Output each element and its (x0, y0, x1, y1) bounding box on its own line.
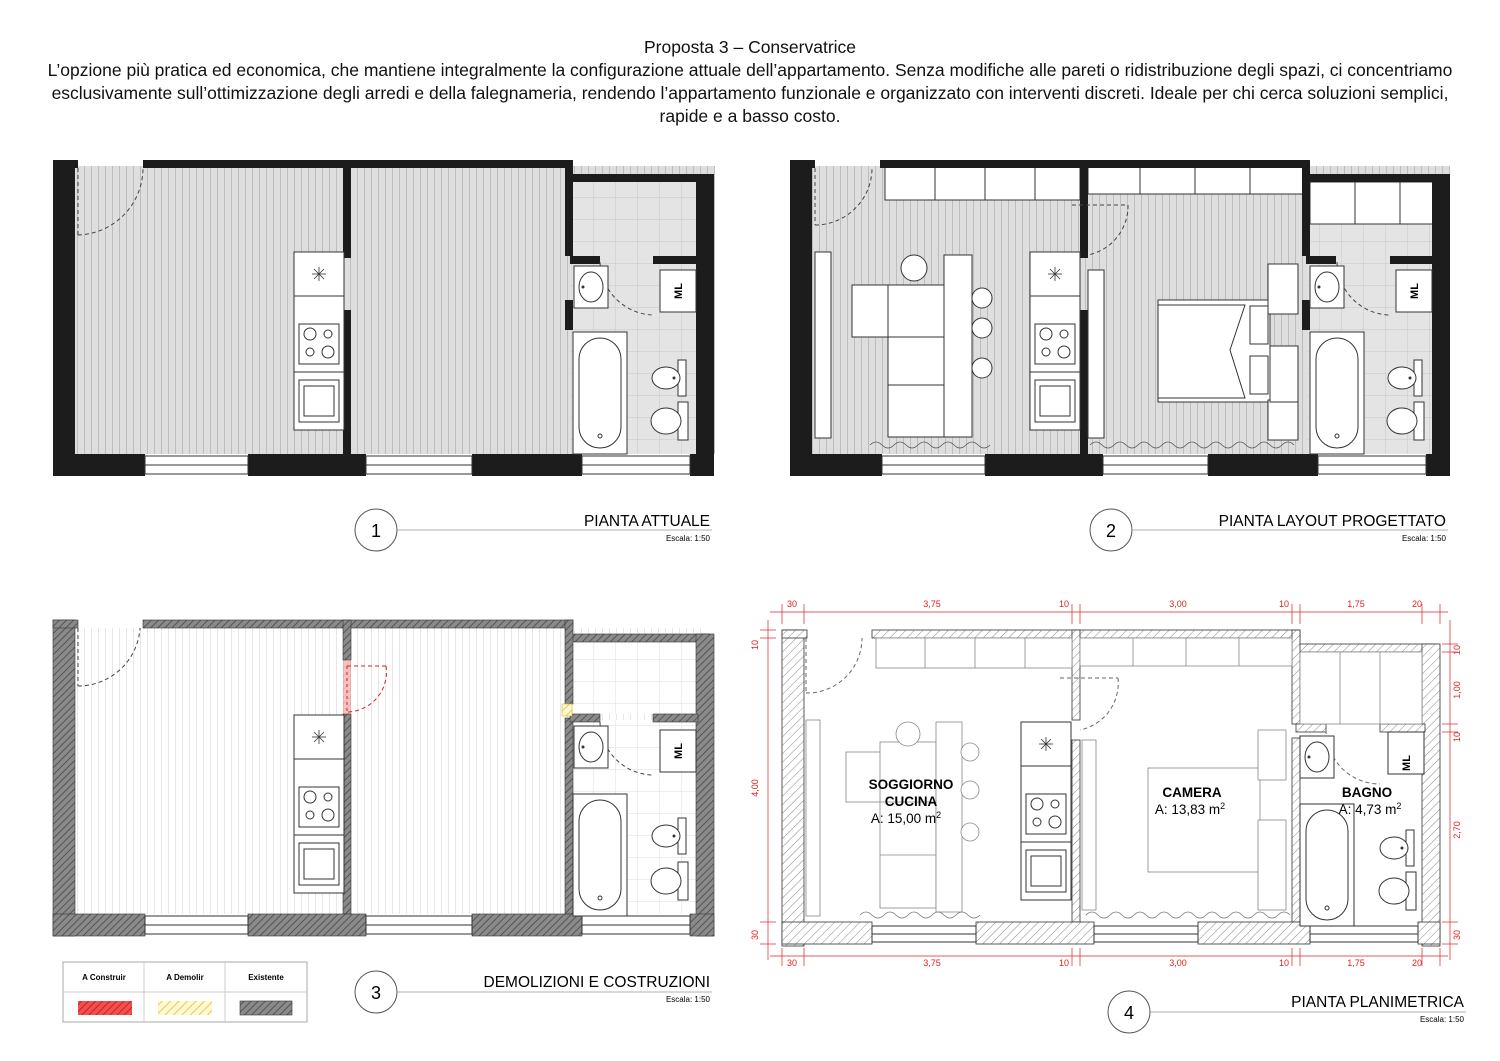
plan-1-number: 1 (370, 521, 382, 541)
page-title: Proposta 3 – Conservatrice (643, 37, 857, 57)
dim-right-5: 30 (1452, 929, 1462, 941)
plan-1-title-block (355, 509, 712, 551)
plan-2-number: 2 (1105, 521, 1117, 541)
plan-3-title-block (355, 971, 712, 1013)
dim-left-2: 4,00 (750, 779, 760, 797)
dim-top-1: 30 (786, 599, 798, 609)
room-bagno-name: BAGNO (1341, 785, 1393, 800)
dim-left-1: 10 (750, 639, 760, 651)
dim-right-3: 10 (1452, 731, 1462, 743)
plan-4-title-block (1108, 991, 1466, 1033)
washer-label: ML (1409, 283, 1421, 299)
page-description: L’opzione più pratica ed economica, che mantiene integralmente la configurazione attuale dell’appartamento. Senza modifiche alle pareti o ridistribuzione degli spazi, ci concentriamo esclusivamente sull’ottimizzazione degli arredi e della falegnameria, rendendo l’appartamento funzionale e organizzato con interventi discreti. Ideale per chi cerca soluzioni semplici, rapide e a basso costo. (47, 60, 1453, 126)
room-soggiorno-name: SOGGIORNO (868, 777, 954, 792)
dim-top-6: 1,75 (1347, 599, 1365, 609)
room-camera-area: A: 13,83 $m^2$ (1154, 801, 1226, 817)
plan-2-layout (790, 160, 1450, 476)
plan-1-scale: Escala: 1:50 (665, 534, 710, 543)
room-camera-name: CAMERA (1162, 785, 1222, 800)
plan-1-title: PIANTA ATTUALE (583, 513, 710, 530)
dim-right-2: 1,00 (1452, 681, 1462, 699)
plan-2-title: PIANTA LAYOUT PROGETTATO (1218, 513, 1446, 530)
room-cucina-name: CUCINA (884, 794, 938, 809)
dim-top-4: 3,00 (1169, 599, 1187, 609)
legend-table (63, 962, 307, 1022)
dim-bottom-1: 30 (786, 958, 798, 968)
plan-4-title: PIANTA PLANIMETRICA (1291, 994, 1464, 1011)
plan-3-demolitions (53, 620, 714, 936)
legend-demolir-swatch (158, 1001, 212, 1015)
legend-existente-label: Existente (248, 973, 284, 982)
dim-left-3: 30 (750, 929, 760, 941)
plan-3-number: 3 (370, 983, 382, 1003)
dim-bottom-3: 10 (1058, 958, 1070, 968)
legend-demolir-label: A Demolir (166, 973, 204, 982)
washer-label: ML (1401, 755, 1413, 771)
washer-label: ML (673, 283, 685, 299)
room-bagno-area: A: 4,73 $m^2$ (1338, 801, 1402, 817)
room-soggiorno-area: A: 15,00 $m^2$ (870, 810, 942, 826)
washer-label: ML (673, 743, 685, 759)
dim-right-4: 2,70 (1452, 821, 1462, 839)
dim-top-2: 3,75 (923, 599, 941, 609)
plan-4-scale: Escala: 1:50 (1419, 1015, 1464, 1024)
dim-bottom-4: 3,00 (1169, 958, 1187, 968)
plan-3-scale: Escala: 1:50 (665, 995, 710, 1004)
plan-4-planimetric (750, 599, 1462, 968)
plan-2-title-block (1090, 509, 1448, 551)
dim-bottom-2: 3,75 (923, 958, 941, 968)
dim-top-7: 20 (1411, 599, 1423, 609)
dim-bottom-7: 20 (1411, 958, 1423, 968)
plan-1-current (53, 160, 715, 476)
legend-existente-swatch (240, 1001, 292, 1015)
plan-2-scale: Escala: 1:50 (1401, 534, 1446, 543)
dim-right-1: 10 (1452, 644, 1462, 656)
dim-top-5: 10 (1278, 599, 1290, 609)
plan-4-number: 4 (1123, 1003, 1135, 1023)
dim-top-3: 10 (1058, 599, 1070, 609)
dim-bottom-5: 10 (1278, 958, 1290, 968)
legend-construir-label: A Construir (82, 973, 126, 982)
dim-bottom-6: 1,75 (1347, 958, 1365, 968)
legend-construir-swatch (78, 1001, 132, 1015)
plan-3-title: DEMOLIZIONI E COSTRUZIONI (483, 974, 710, 991)
